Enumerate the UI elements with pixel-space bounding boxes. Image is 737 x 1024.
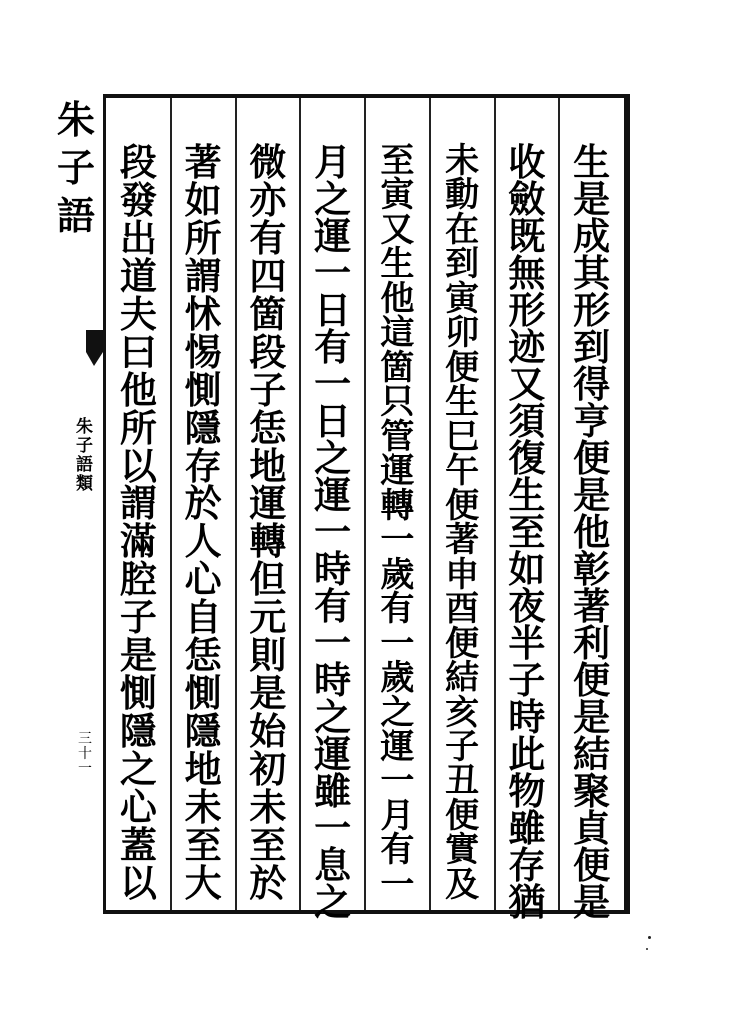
- character: 著: [445, 520, 480, 561]
- character: 是: [573, 473, 611, 517]
- character: 亨: [573, 399, 611, 443]
- character: 一: [314, 510, 352, 554]
- character: 夫: [119, 291, 157, 336]
- character: 是: [573, 177, 611, 221]
- book-title-glyph: 類: [76, 474, 93, 494]
- character: 日: [314, 288, 352, 332]
- character: 是: [119, 633, 157, 678]
- character: 寅: [445, 278, 480, 319]
- character: 一: [314, 362, 352, 406]
- character: 其: [573, 251, 611, 295]
- character: 又: [380, 209, 415, 250]
- character: 月: [380, 795, 415, 836]
- character: 成: [573, 214, 611, 258]
- character: 惻: [184, 367, 222, 412]
- character: 寅: [380, 175, 415, 216]
- character: 始: [249, 709, 287, 754]
- character: 轉: [249, 519, 287, 564]
- character: 段: [249, 329, 287, 374]
- character: 收: [508, 140, 546, 184]
- character: 如: [184, 177, 222, 222]
- character: 心: [184, 557, 222, 602]
- character: 生: [445, 382, 480, 423]
- character: 謂: [184, 253, 222, 298]
- character: 元: [249, 595, 287, 640]
- character: 歲: [380, 658, 415, 699]
- character: 時: [314, 547, 352, 591]
- title-fragment-glyph: 語: [57, 193, 96, 238]
- character: 有: [314, 325, 352, 369]
- character: 未: [249, 784, 287, 829]
- character: 滿: [119, 519, 157, 564]
- character: 惕: [184, 329, 222, 374]
- character: 恁: [249, 405, 287, 450]
- character: 一: [380, 623, 415, 664]
- character: 著: [184, 140, 222, 184]
- character: 既: [508, 214, 546, 258]
- character: 轉: [380, 485, 415, 526]
- character: 在: [445, 209, 480, 250]
- page-number-glyph: 十: [78, 746, 92, 762]
- title-fragment-glyph: 子: [57, 145, 96, 190]
- character: 一: [380, 864, 415, 905]
- character: 利: [573, 621, 611, 665]
- character: 酉: [445, 589, 480, 630]
- text-column: [365, 98, 430, 910]
- character: 怵: [184, 291, 222, 336]
- character: 動: [445, 175, 480, 216]
- character: 丑: [445, 761, 480, 802]
- character: 巳: [445, 416, 480, 457]
- fish-tail-notch: [86, 352, 103, 366]
- character: 運: [380, 451, 415, 492]
- character: 形: [508, 288, 546, 332]
- character: 恁: [184, 633, 222, 678]
- character: 隱: [184, 709, 222, 754]
- character: 及: [445, 864, 480, 905]
- character: 又: [508, 362, 546, 406]
- character: 曰: [119, 329, 157, 374]
- character: 形: [573, 288, 611, 332]
- character: 一: [314, 251, 352, 295]
- character: 之: [314, 880, 352, 924]
- character: 貞: [573, 806, 611, 850]
- character: 之: [314, 695, 352, 739]
- character: 道: [119, 253, 157, 298]
- book-title-glyph: 朱: [76, 417, 93, 437]
- character: 一: [314, 806, 352, 850]
- character: 是: [249, 671, 287, 716]
- character: 以: [119, 443, 157, 488]
- character: 有: [380, 589, 415, 630]
- character: 惻: [184, 671, 222, 716]
- character: 至: [508, 510, 546, 554]
- character: 心: [119, 784, 157, 829]
- text-column: [106, 98, 171, 910]
- character: 至: [380, 141, 415, 181]
- character: 卯: [445, 313, 480, 354]
- character: 是: [573, 880, 611, 924]
- character: 時: [314, 658, 352, 702]
- character: 至: [184, 822, 222, 867]
- character: 子: [508, 658, 546, 702]
- character: 歲: [380, 554, 415, 595]
- character: 猶: [508, 880, 546, 924]
- character: 至: [249, 822, 287, 867]
- character: 亦: [249, 177, 287, 222]
- character: 雖: [508, 806, 546, 850]
- character: 這: [380, 313, 415, 354]
- character: 隱: [184, 405, 222, 450]
- character: 此: [508, 732, 546, 776]
- ink-speck: [646, 948, 648, 950]
- character: 蓋: [119, 822, 157, 867]
- character: 夜: [508, 584, 546, 628]
- character: 大: [184, 860, 222, 905]
- book-title-glyph: 語: [76, 455, 93, 475]
- book-title: [76, 418, 93, 494]
- character: 存: [508, 843, 546, 887]
- character: 箇: [380, 347, 415, 388]
- character: 微: [249, 140, 287, 184]
- character: 無: [508, 251, 546, 295]
- character: 於: [184, 481, 222, 526]
- character: 一: [314, 621, 352, 665]
- character: 結: [445, 658, 480, 699]
- character: 便: [573, 843, 611, 887]
- character: 午: [445, 451, 480, 492]
- character: 迹: [508, 325, 546, 369]
- character: 隱: [119, 709, 157, 754]
- character: 運: [314, 473, 352, 517]
- character: 有: [314, 584, 352, 628]
- character: 雖: [314, 769, 352, 813]
- character: 便: [445, 485, 480, 526]
- character: 運: [249, 481, 287, 526]
- character: 日: [314, 399, 352, 443]
- character: 之: [314, 177, 352, 221]
- character: 時: [508, 695, 546, 739]
- character: 腔: [119, 557, 157, 602]
- text-column: [300, 98, 365, 924]
- character: 惻: [119, 671, 157, 716]
- character: 生: [380, 244, 415, 285]
- character: 半: [508, 621, 546, 665]
- character: 未: [445, 141, 480, 181]
- character: 亥: [445, 692, 480, 733]
- character: 便: [573, 436, 611, 480]
- character: 如: [508, 547, 546, 591]
- character: 便: [445, 795, 480, 836]
- text-column: [559, 98, 624, 924]
- character: 便: [445, 623, 480, 664]
- character: 彰: [573, 547, 611, 591]
- character: 未: [184, 784, 222, 829]
- character: 子: [249, 367, 287, 412]
- character: 子: [119, 595, 157, 640]
- character: 以: [119, 860, 157, 905]
- text-frame: [103, 94, 630, 924]
- character: 一: [380, 520, 415, 561]
- character: 初: [249, 747, 287, 791]
- character: 結: [573, 732, 611, 776]
- character: 著: [573, 584, 611, 628]
- character: 之: [380, 692, 415, 733]
- character: 管: [380, 416, 415, 457]
- character: 地: [249, 443, 287, 488]
- page-number-glyph: 一: [78, 761, 92, 777]
- character: 出: [119, 215, 157, 260]
- character: 箇: [249, 291, 287, 336]
- book-title-glyph: 子: [76, 436, 93, 456]
- page-number: [78, 732, 92, 777]
- character: 物: [508, 769, 546, 813]
- character: 所: [119, 405, 157, 450]
- fish-tail-mark: [86, 330, 103, 352]
- character: 則: [249, 633, 287, 678]
- character: 之: [119, 747, 157, 791]
- character: 有: [249, 215, 287, 260]
- text-column: [495, 98, 560, 924]
- character: 運: [314, 732, 352, 776]
- character: 地: [184, 747, 222, 791]
- character: 他: [573, 510, 611, 554]
- character: 到: [445, 244, 480, 285]
- character: 申: [445, 554, 480, 595]
- character: 運: [380, 726, 415, 767]
- character: 聚: [573, 769, 611, 813]
- character: 運: [314, 214, 352, 258]
- character: 於: [249, 860, 287, 905]
- character: 謂: [119, 481, 157, 526]
- character: 但: [249, 557, 287, 602]
- character: 是: [573, 695, 611, 739]
- character: 復: [508, 436, 546, 480]
- character: 他: [380, 278, 415, 319]
- character: 人: [184, 519, 222, 564]
- character: 他: [119, 367, 157, 412]
- character: 子: [445, 726, 480, 767]
- page-number-glyph: 三: [78, 731, 92, 747]
- character: 息: [314, 843, 352, 887]
- character: 一: [380, 761, 415, 802]
- character: 到: [573, 325, 611, 369]
- text-column: [430, 98, 495, 910]
- title-fragment: [57, 96, 100, 326]
- character: 生: [573, 140, 611, 184]
- character: 月: [314, 140, 352, 184]
- ink-speck: [648, 936, 651, 939]
- character: 實: [445, 830, 480, 871]
- text-column: [171, 98, 236, 910]
- character: 段: [119, 140, 157, 184]
- text-column: [236, 98, 301, 910]
- character: 所: [184, 215, 222, 260]
- character: 之: [314, 436, 352, 480]
- character: 有: [380, 830, 415, 871]
- character: 便: [445, 347, 480, 388]
- character: 只: [380, 382, 415, 423]
- character: 四: [249, 253, 287, 298]
- character: 須: [508, 399, 546, 443]
- character: 便: [573, 658, 611, 702]
- character: 自: [184, 595, 222, 640]
- character: 存: [184, 443, 222, 488]
- character: 生: [508, 473, 546, 517]
- character: 發: [119, 177, 157, 222]
- title-fragment-glyph: 朱: [57, 97, 96, 142]
- character: 得: [573, 362, 611, 406]
- character: 斂: [508, 177, 546, 221]
